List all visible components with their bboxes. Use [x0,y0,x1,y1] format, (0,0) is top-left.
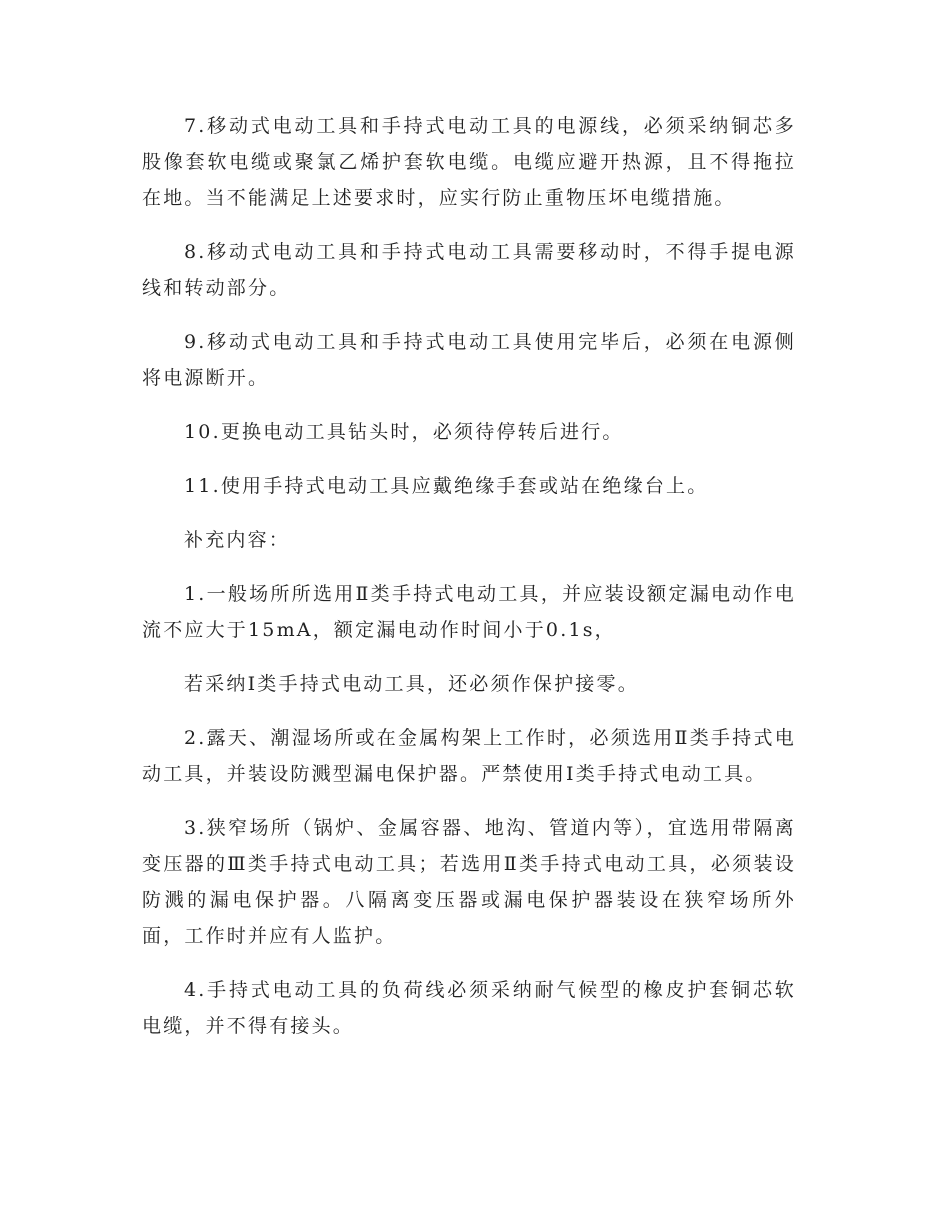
paragraph-item-7: 7.移动式电动工具和手持式电动工具的电源线，必须采纳铜芯多股像套软电缆或聚氯乙烯护套软电缆。电缆应避开热源，且不得拖拉在地。当不能满足上述要求时，应实行防止重物压坏电缆措施。 [142,115,796,209]
supplement-item-2: 2.露天、潮湿场所或在金属构架上工作时，必须选用Ⅱ类手持式电动工具，并装设防溅型漏电保护器。严禁使用Ⅰ类手持式电动工具。 [142,727,796,785]
supplement-item-1: 1.一般场所所选用Ⅱ类手持式电动工具，并应装设额定漏电动作电流不应大于15mA，额定漏电动作时间小于0.1s， [142,583,796,641]
paragraph-item-9: 9.移动式电动工具和手持式电动工具使用完毕后，必须在电源侧将电源断开。 [142,331,796,389]
supplement-item-4: 4.手持式电动工具的负荷线必须采纳耐气候型的橡皮护套铜芯软电缆，并不得有接头。 [142,979,796,1037]
supplement-heading: 补充内容： [184,529,291,551]
supplement-item-3: 3.狭窄场所（锅炉、金属容器、地沟、管道内等），宜选用带隔离变压器的Ⅲ类手持式电动工具；若选用Ⅱ类手持式电动工具，必须装设防溅的漏电保护器。八隔离变压器或漏电保护器装设在狭窄场所外面，工作时并应有人监护。 [142,817,796,947]
supplement-item-1-continued: 若采纳Ⅰ类手持式电动工具，还必须作保护接零。 [184,673,639,695]
paragraph-item-11: 11.使用手持式电动工具应戴绝缘手套或站在绝缘台上。 [184,475,709,497]
paragraph-item-10: 10.更换电动工具钻头时，必须待停转后进行。 [184,421,624,443]
document-page [142,108,796,1062]
paragraph-item-8: 8.移动式电动工具和手持式电动工具需要移动时，不得手提电源线和转动部分。 [142,241,796,299]
